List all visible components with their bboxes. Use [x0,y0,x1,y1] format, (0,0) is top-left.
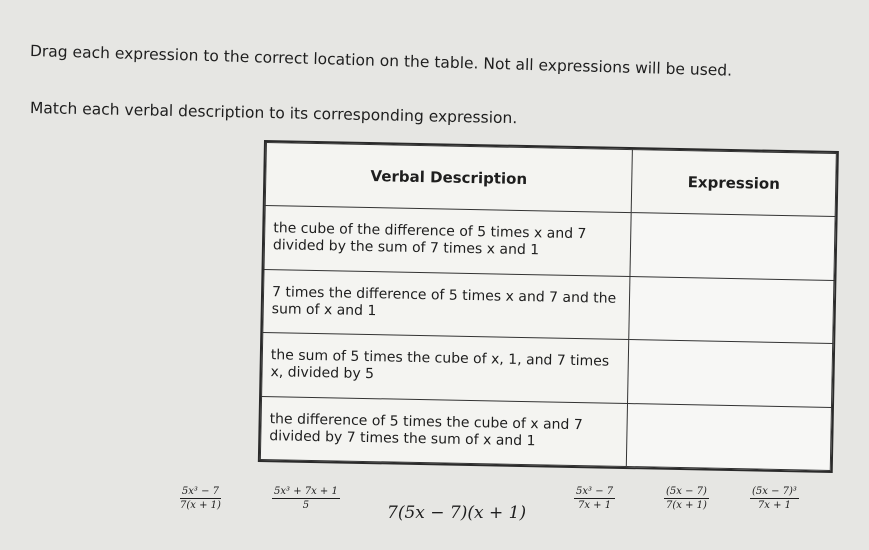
verbal-description-cell: the cube of the difference of 5 times x and 7 divided by the sum of 7 times x and 1 [264,206,631,277]
header-verbal-description: Verbal Description [265,143,632,213]
expression-denominator: 7x + 1 [757,500,792,511]
expression-tile[interactable] [750,486,799,511]
expression-numerator: (5x − 7) [666,486,707,497]
expression-numerator: 5x³ − 7 [181,486,219,497]
expression-denominator: 5 [302,500,310,511]
expression-numerator: (5x − 7)³ [752,486,797,497]
expression-tile[interactable] [272,486,340,511]
instruction-drag: Drag each expression to the correct location on the table. Not all expressions will be used. [29,42,733,80]
expression-drop-target[interactable] [628,340,833,407]
matching-table [258,140,839,473]
verbal-description-cell: 7 times the difference of 5 times x and 7 and the sum of x and 1 [263,269,630,340]
expression-tile[interactable]: 7(5x − 7)(x + 1) [387,503,527,523]
instruction-match: Match each verbal description to its corresponding expression. [29,99,518,128]
verbal-description-cell: the difference of 5 times the cube of x and 7 divided by 7 times the sum of x and 1 [260,396,627,467]
table-row [264,206,835,280]
expression-tile[interactable] [664,486,709,511]
expression-drop-target[interactable] [630,213,835,280]
expression-drop-target[interactable] [629,276,834,343]
expression-denominator: 7x + 1 [578,500,612,511]
table-row [262,333,833,407]
verbal-description-cell: the sum of 5 times the cube of x, 1, and 7 times x, divided by 5 [262,333,629,404]
expression-tile[interactable] [574,486,615,511]
table-row [263,269,834,343]
expression-denominator: 7(x + 1) [666,500,707,511]
header-expression: Expression [631,150,836,217]
expression-drop-target[interactable] [626,403,831,470]
expression-numerator: 5x³ − 7 [576,486,614,497]
table-row [260,396,831,470]
expression-numerator: 5x³ + 7x + 1 [274,486,338,497]
expression-denominator: 7(x + 1) [180,500,221,511]
expression-tile[interactable] [178,486,223,511]
